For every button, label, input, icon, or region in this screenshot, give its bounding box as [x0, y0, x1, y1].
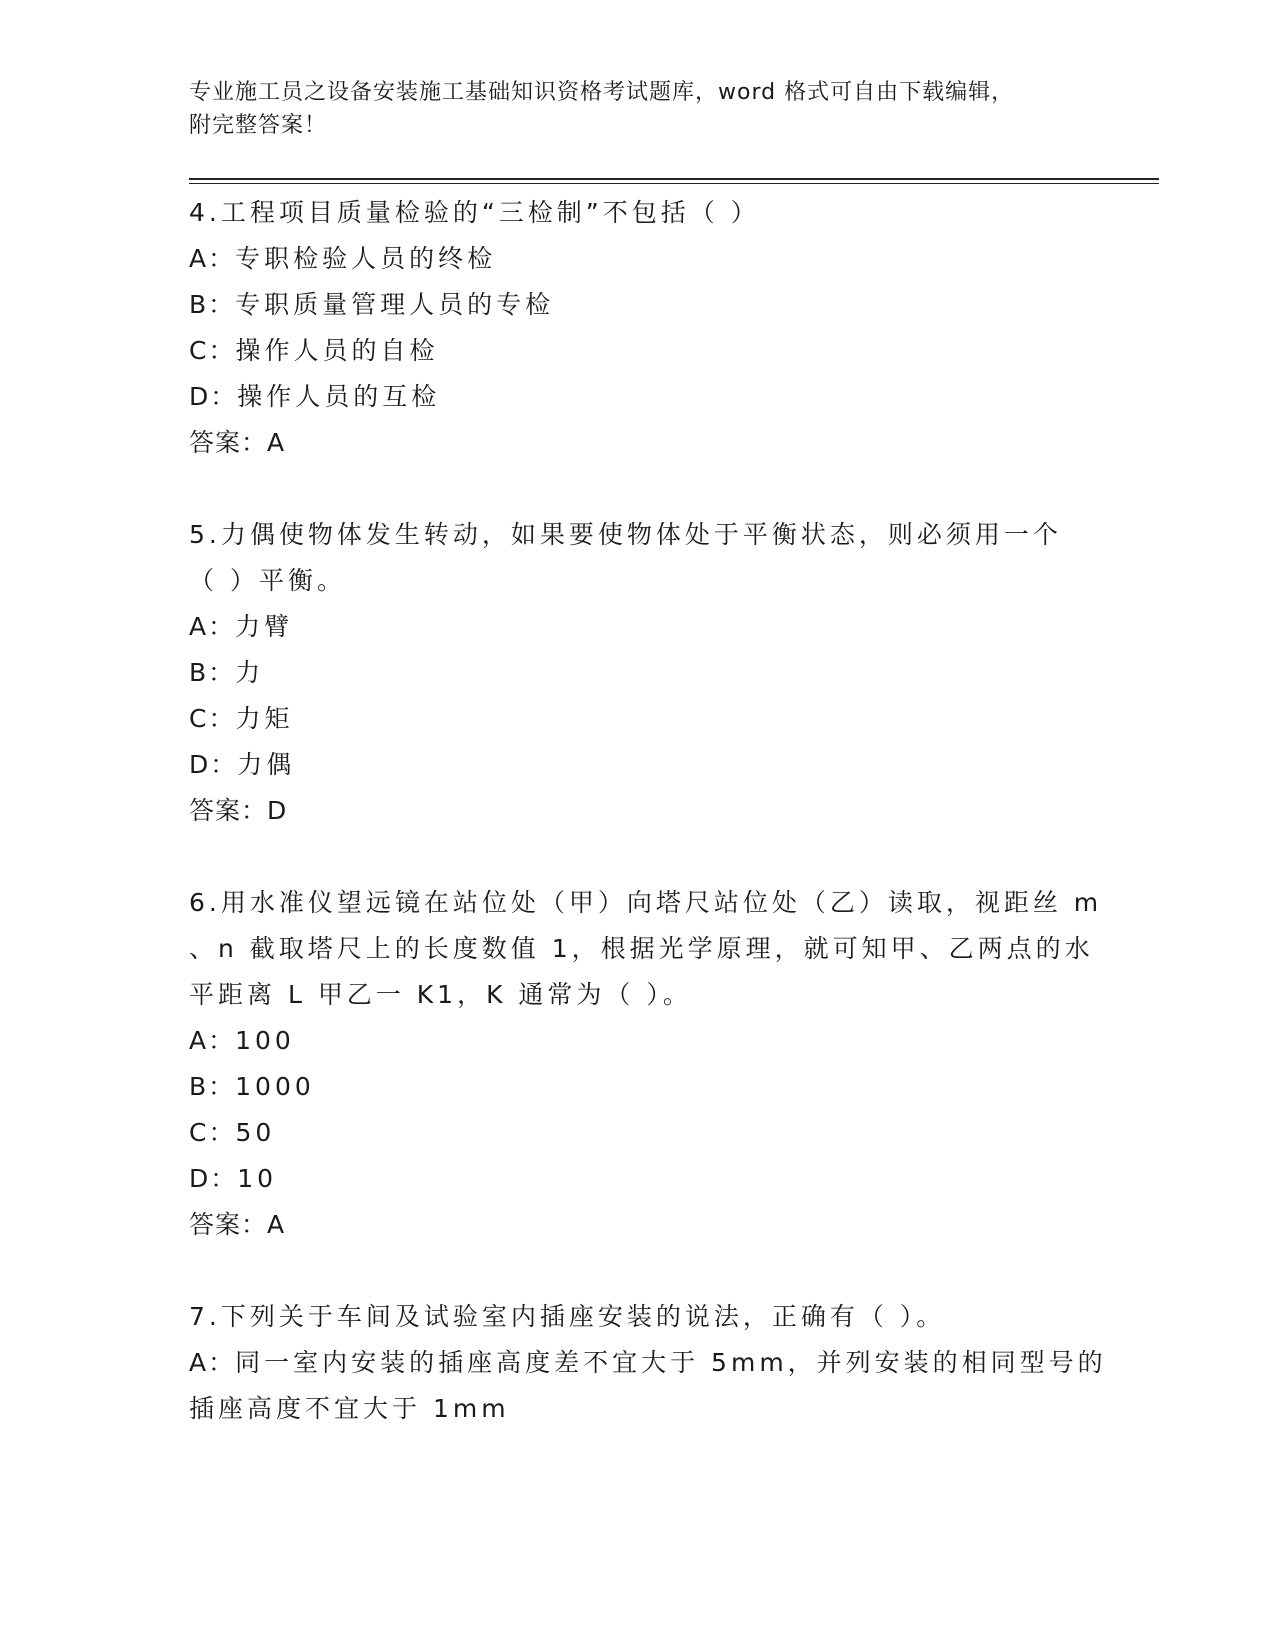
- option-text: 力矩: [235, 704, 294, 733]
- question-stem: 、n 截取塔尺上的长度数值 1，根据光学原理，就可知甲、乙两点的水: [189, 934, 1094, 963]
- question-stem: 5.力偶使物体发生转动，如果要使物体处于平衡状态，则必须用一个: [189, 520, 1062, 549]
- spacer: [189, 466, 1109, 512]
- option-letter: D：: [189, 382, 238, 411]
- option-text: 10: [237, 1164, 278, 1193]
- option-letter: B：: [189, 290, 236, 319]
- option-c: [189, 696, 1109, 742]
- question-stem: 4.工程项目质量检验的“三检制”不包括（ ）: [189, 198, 760, 227]
- option-c: [189, 328, 1109, 374]
- option-letter: C：: [189, 336, 236, 365]
- option-text: 1000: [235, 1072, 315, 1101]
- option-text: 力偶: [237, 750, 296, 779]
- option-a: [189, 1018, 1109, 1064]
- answer-label: 答案：A: [189, 1210, 286, 1239]
- option-a: [189, 236, 1109, 282]
- option-text: 100: [235, 1026, 295, 1055]
- option-letter: B：: [189, 658, 236, 687]
- option-c: [189, 1110, 1109, 1156]
- option-d: [189, 374, 1109, 420]
- question-stem: 平距离 L 甲乙一 K1，K 通常为（ ）。: [189, 980, 692, 1009]
- option-text: 操作人员的自检: [235, 336, 439, 365]
- option-d: [189, 1156, 1109, 1202]
- question-5: [189, 512, 1109, 834]
- question-stem: 7.下列关于车间及试验室内插座安装的说法，正确有（ ）。: [189, 1302, 946, 1331]
- option-letter: C：: [189, 704, 236, 733]
- option-text: 操作人员的互检: [237, 382, 441, 411]
- option-text: 力臂: [235, 612, 294, 641]
- question-4: [189, 190, 1109, 466]
- option-a: [189, 1340, 1109, 1386]
- option-text: 50: [235, 1118, 276, 1147]
- question-stem: 6.用水准仪望远镜在站位处（甲）向塔尺站位处（乙）读取，视距丝 m: [189, 888, 1103, 917]
- spacer: [189, 1248, 1109, 1294]
- header-line-1: 专业施工员之设备安装施工基础知识资格考试题库，word 格式可自由下载编辑，: [189, 80, 1015, 105]
- question-list: [189, 190, 1109, 1432]
- option-letter: B：: [189, 1072, 236, 1101]
- option-letter: A：: [189, 244, 236, 273]
- option-letter: C：: [189, 1118, 236, 1147]
- option-letter: A：: [189, 1348, 236, 1377]
- option-a: [189, 604, 1109, 650]
- option-text: 专职检验人员的终检: [235, 244, 497, 273]
- option-text: 同一室内安装的插座高度差不宜大于 5mm，并列安装的相同型号的: [235, 1348, 1107, 1377]
- header-line-2: 附完整答案！: [189, 113, 328, 138]
- option-b: [189, 1064, 1109, 1110]
- option-b: [189, 650, 1109, 696]
- option-text: 专职质量管理人员的专检: [235, 290, 555, 319]
- option-letter: A：: [189, 612, 236, 641]
- option-b: [189, 282, 1109, 328]
- document-header: [189, 76, 1089, 142]
- option-d: [189, 742, 1109, 788]
- option-letter: D：: [189, 1164, 238, 1193]
- spacer: [189, 834, 1109, 880]
- header-divider-thick: [189, 178, 1159, 180]
- option-a-continuation: 插座高度不宜大于 1mm: [189, 1394, 510, 1423]
- option-letter: A：: [189, 1026, 236, 1055]
- answer-label: 答案：A: [189, 428, 286, 457]
- header-divider-thin: [189, 183, 1159, 184]
- option-text: 力: [235, 658, 265, 687]
- option-letter: D：: [189, 750, 238, 779]
- answer-label: 答案：D: [189, 796, 288, 825]
- question-7: [189, 1294, 1109, 1432]
- question-stem: （ ）平衡。: [189, 566, 346, 595]
- question-6: [189, 880, 1109, 1248]
